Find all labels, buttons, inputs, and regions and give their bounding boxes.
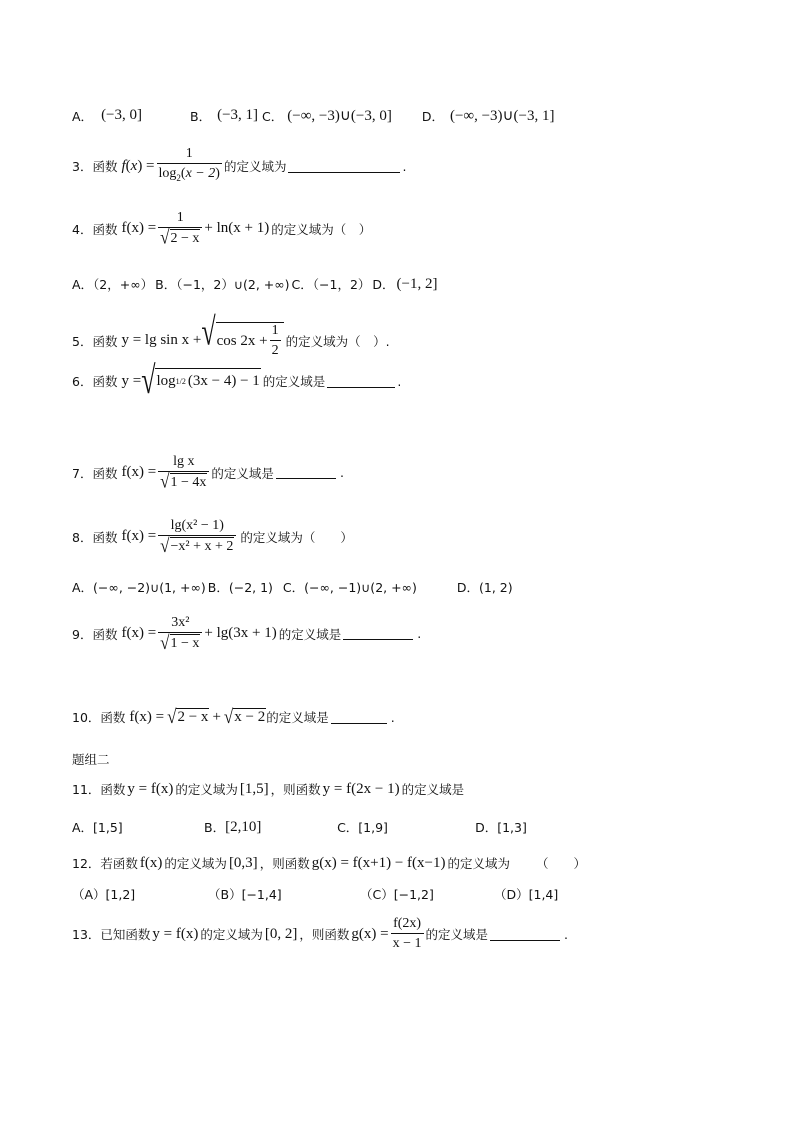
q11-expr-3: y = f(2x − 1) (322, 780, 400, 797)
option-c-label: C． (262, 108, 284, 124)
q4-denominator: √ 2 − x (158, 227, 202, 247)
q11-option-c: C．[1,9] (337, 820, 388, 835)
q4-radicand: 2 − x (170, 231, 200, 246)
q4-option-d-label: D． (372, 277, 395, 292)
q13-text-1: 已知函数 (100, 927, 151, 942)
q8-radicand: −x² + x + 2 (170, 539, 234, 554)
option-a-label: A． (72, 108, 94, 124)
q5-radicand: cos 2x + (216, 332, 268, 349)
q10-tail: 的定义域是 (266, 710, 329, 725)
group-2-title: 题组二 (72, 752, 110, 767)
group-2-heading (72, 750, 110, 768)
q8-option-b: B．(−2, 1) (207, 580, 273, 595)
q7-lhs: f(x) = (121, 464, 157, 480)
q13-text-3: ，则函数 (299, 927, 350, 942)
q7-lead: 函数 (92, 465, 118, 481)
q6-number: 6． (72, 374, 93, 389)
q3-tail: 的定义域为 (223, 159, 287, 175)
q4-option-d-value: (−1, 2] (396, 275, 438, 292)
q11-options (72, 818, 527, 836)
option-d-value: (−∞, −3)∪(−3, 1] (449, 108, 555, 124)
q11-text-3: ，则函数 (270, 782, 321, 797)
q13-tail: 的定义域是 (425, 927, 489, 942)
q13-denominator: x − 1 (391, 933, 424, 952)
q12-number: 12． (72, 856, 101, 871)
q3-number: 3． (72, 159, 93, 175)
q12-text-2: 的定义域为 (164, 856, 227, 871)
q6-answer-blank[interactable] (327, 375, 395, 388)
q13-fraction (391, 916, 424, 952)
question-13 (72, 916, 568, 952)
q7-answer-blank[interactable] (276, 466, 336, 479)
q10-lhs: f(x) = (129, 708, 165, 725)
q9-lead: 函数 (92, 626, 118, 642)
q4-option-c: C．（−1，2） (291, 277, 371, 292)
q3-numerator: 1 (185, 146, 193, 161)
q6-log: log (156, 373, 176, 389)
q10-plus: + (212, 708, 221, 725)
q11-option-b-label: B． (204, 820, 226, 835)
question-5 (72, 309, 390, 359)
question-10: 10． 函数 f(x) = √ 2 − x + √ x − 2 的定义域是 . (72, 705, 395, 728)
question-6 (72, 358, 402, 402)
q3-x: x (130, 157, 138, 174)
question-8 (72, 518, 353, 555)
q9-end: . (417, 626, 422, 641)
q10-number: 10． (72, 710, 101, 725)
q7-end: . (339, 465, 344, 480)
q10-lead: 函数 (100, 710, 126, 725)
q4-lead: 函数 (92, 221, 118, 237)
q9-fraction: 3x² √ 1 − x (158, 615, 202, 652)
q10-end: . (390, 709, 395, 725)
q4-option-a: A．（2，+∞） (72, 277, 154, 292)
q5-lead: 函数 (92, 333, 118, 349)
q7-radicand: 1 − 4x (170, 475, 207, 490)
q3-log-arg: x − 2 (185, 166, 216, 181)
q5-tail: 的定义域为（ ）. (285, 333, 390, 349)
q9-number: 9． (72, 626, 93, 642)
q5-expression: y = lg sin x + (121, 332, 202, 348)
q6-lhs: y = (121, 372, 142, 389)
q13-numerator: f(2x) (393, 916, 422, 931)
q11-option-b-value: [2,10] (225, 818, 262, 835)
q9-lhs: f(x) = (121, 625, 157, 641)
question-7 (72, 454, 344, 491)
q9-answer-blank[interactable] (343, 627, 413, 640)
question-11 (72, 780, 464, 798)
q6-tail: 的定义域是 (262, 374, 326, 389)
q5-half-num: 1 (271, 323, 279, 338)
q9-radicand: 1 − x (170, 636, 200, 651)
q8-lhs: f(x) = (121, 528, 157, 544)
q9-tail: 的定义域是 (278, 626, 342, 642)
q11-text-2: 的定义域为 (175, 782, 238, 797)
q8-options (72, 578, 513, 596)
option-a-value: (−3, 0] (101, 107, 143, 123)
question-12 (72, 854, 586, 872)
q6-end: . (397, 373, 402, 389)
q12-text-1: 若函数 (100, 856, 138, 871)
q3-f: f (121, 157, 126, 174)
q6-lead: 函数 (92, 374, 118, 389)
q12-option-d: （D）[1,4] (494, 887, 559, 902)
q9-plus-term: + lg(3x + 1) (204, 625, 277, 641)
q13-lhs: g(x) = (351, 925, 389, 942)
q12-options (72, 885, 558, 903)
q8-number: 8． (72, 529, 93, 545)
option-c-value: (−∞, −3)∪(−3, 0] (287, 108, 392, 124)
q8-fraction: lg(x² − 1) √ −x² + x + 2 (158, 518, 236, 555)
q8-lead: 函数 (92, 529, 118, 545)
q8-option-a: A．(−∞, −2)∪(1, +∞) (72, 580, 206, 595)
q13-answer-blank[interactable] (490, 928, 560, 941)
q11-option-a: A．[1,5] (72, 820, 123, 835)
q11-text-1: 函数 (100, 782, 126, 797)
q4-options (72, 275, 438, 293)
q3-lead: 函数 (92, 159, 118, 175)
question-9 (72, 615, 421, 652)
q13-expr-2: [0, 2] (264, 925, 298, 942)
q13-text-2: 的定义域为 (200, 927, 263, 942)
q4-numerator: 1 (176, 210, 184, 225)
q12-option-b: （B）[−1,4] (208, 887, 282, 902)
q12-option-c: （C）[−1,2] (360, 887, 434, 902)
q9-numerator: 3x² (171, 615, 190, 630)
row1-options (72, 106, 554, 125)
q3-end: . (402, 158, 407, 174)
q4-tail: 的定义域为（ ） (271, 221, 372, 237)
q5-number: 5． (72, 333, 93, 349)
q10-radicand-2: x − 2 (234, 709, 266, 725)
q12-option-a: （A）[1,2] (72, 887, 136, 902)
q12-expr-2: [0,3] (228, 854, 258, 871)
q6-sqrt: √ log 1/2 (3x − 4) − 1 (141, 358, 260, 402)
q7-fraction: lg x √ 1 − 4x (158, 454, 209, 491)
q5-half-den: 2 (270, 340, 281, 359)
q11-number: 11． (72, 782, 101, 797)
question-3: 3． 函数 f(x) = $\frac{1}{\log_2(x - 2)}$ 的定义域为 . (72, 146, 406, 187)
q13-expr-1: y = f(x) (152, 925, 199, 942)
q3-log-base: 2 (176, 172, 181, 183)
q3-fraction: $\frac{1}{\log_2(x - 2)}$ (157, 146, 222, 187)
q12-answer-paren[interactable]: （ ） (536, 856, 587, 871)
q12-expr-3: g(x) = f(x+1) − f(x−1) (311, 854, 446, 871)
q11-option-d: D．[1,3] (475, 820, 527, 835)
q7-tail: 的定义域是 (211, 465, 274, 481)
q4-fraction (158, 210, 202, 247)
q11-expr-1: y = f(x) (127, 780, 174, 797)
q10-answer-blank[interactable] (331, 711, 387, 724)
q8-tail: 的定义域为（ ） (240, 529, 353, 545)
q8-numerator: lg(x² − 1) (170, 518, 224, 533)
q4-number: 4． (72, 221, 93, 237)
q12-text-3: ，则函数 (259, 856, 310, 871)
q13-end: . (564, 926, 569, 942)
q7-number: 7． (72, 465, 93, 481)
q4-lhs: f(x) = (121, 220, 157, 236)
q4-option-b: B．（−1，2）∪(2, +∞) (155, 277, 290, 292)
q4-plus-term: + ln(x + 1) (204, 220, 270, 236)
q5-sqrt: √ cos 2x + $\frac{1}{2}$ (201, 322, 283, 359)
q6-log-base: 1/2 (175, 377, 186, 386)
option-b-label: B． (190, 108, 212, 124)
q11-expr-2: [1,5] (239, 780, 269, 797)
option-d-label: D． (421, 108, 444, 124)
q13-number: 13． (72, 927, 101, 942)
option-b-value: (−3, 1] (217, 107, 259, 123)
q3-log: log (158, 166, 177, 181)
q7-numerator: lg x (173, 454, 195, 469)
q11-text-4: 的定义域是 (401, 782, 465, 797)
q6-log-arg: (3x − 4) − 1 (187, 373, 260, 389)
question-4 (72, 210, 371, 247)
q8-option-d: D．(1, 2) (456, 580, 513, 595)
q12-text-4: 的定义域为 (447, 856, 511, 871)
q8-option-c: C．(−∞, −1)∪(2, +∞) (282, 580, 417, 595)
q10-radicand-1: 2 − x (177, 709, 209, 725)
q3-answer-blank[interactable] (288, 160, 400, 173)
q12-expr-1: f(x) (139, 854, 163, 871)
